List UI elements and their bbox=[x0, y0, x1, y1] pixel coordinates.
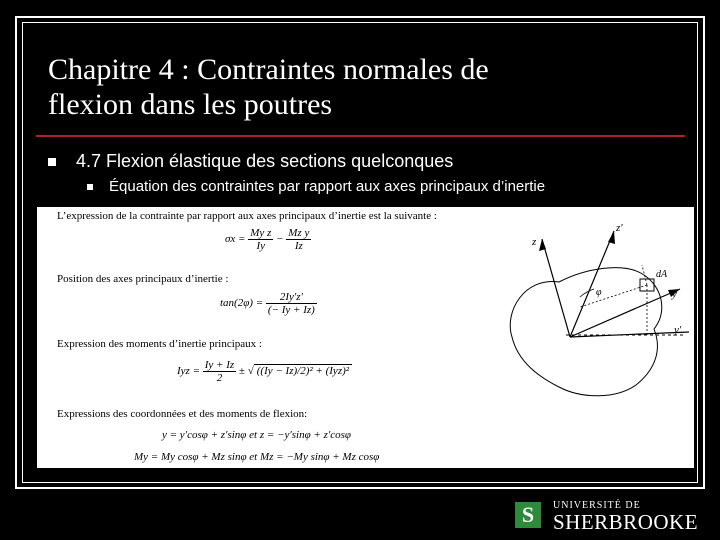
label-y: y bbox=[672, 288, 677, 300]
label-phi: φ bbox=[596, 287, 602, 298]
formula-panel bbox=[37, 207, 694, 468]
title-line-1: Chapitre 4 : Contraintes normales de bbox=[48, 53, 489, 86]
coords-heading: Expressions des coordonnées et des moments de flexion: bbox=[57, 408, 308, 420]
label-z: z bbox=[532, 236, 537, 248]
moments-heading: Expression des moments d’inertie principaux : bbox=[57, 338, 262, 350]
section-axes-diagram bbox=[504, 217, 689, 407]
axis-z bbox=[542, 239, 570, 337]
bullet-2-text: Équation des contraintes par rapport aux axes principaux d’inertie bbox=[109, 178, 546, 195]
logo-line-2: SHERBROOKE bbox=[553, 510, 699, 534]
inertia-lhs: Iyz = bbox=[177, 365, 200, 378]
title-line-2: flexion dans les poutres bbox=[48, 88, 333, 121]
axis-z-arrowhead bbox=[539, 239, 546, 251]
logo-mark-icon bbox=[515, 502, 541, 528]
axis-y-prime bbox=[570, 331, 689, 337]
equation-inertia bbox=[177, 359, 352, 384]
fraction-1-den: Iy bbox=[256, 240, 266, 252]
label-dA: dA bbox=[656, 269, 668, 280]
plus-minus-sign: ± bbox=[238, 365, 245, 378]
fraction-tan-den: (− Iy + Iz) bbox=[267, 304, 315, 316]
equation-coords: y = y′cosφ + z′sinφ et z = −y′sinφ + z′cosφ bbox=[162, 429, 352, 441]
title-divider bbox=[36, 135, 685, 137]
axis-z-prime-arrowhead bbox=[608, 231, 615, 244]
fraction-2-den: Iz bbox=[294, 240, 303, 252]
logo-mark-letter: S bbox=[521, 502, 535, 527]
tan-lhs: tan(2φ) = bbox=[220, 297, 264, 310]
bullet-square-icon bbox=[48, 158, 56, 166]
axes-heading: Position des axes principaux d’inertie : bbox=[57, 273, 229, 285]
bullet-1-text: 4.7 Flexion élastique des sections quelconques bbox=[76, 151, 454, 171]
slide-title bbox=[48, 52, 668, 122]
fraction-inertia-num: Iy + Iz bbox=[204, 359, 235, 371]
fraction-tan-num: 2Iy'z' bbox=[266, 291, 317, 304]
fraction-tan bbox=[266, 291, 317, 316]
label-y-prime: y′ bbox=[674, 324, 682, 336]
fraction-1 bbox=[248, 227, 273, 252]
sqrt-icon: √ bbox=[247, 365, 254, 378]
sigma-lhs: σx = bbox=[225, 233, 246, 246]
section-outline bbox=[510, 268, 661, 396]
fraction-inertia bbox=[203, 359, 236, 384]
fraction-2 bbox=[286, 227, 311, 252]
label-z-prime: z′ bbox=[616, 222, 623, 234]
equation-tan bbox=[220, 291, 317, 316]
minus-sign: − bbox=[276, 233, 284, 246]
fraction-inertia-den: 2 bbox=[216, 372, 223, 384]
equation-sigma bbox=[225, 227, 311, 252]
intro-text: L’expression de la contrainte par rapport aux axes principaux d’inertie est la suivante : bbox=[57, 210, 437, 222]
sqrt-content: ((Iy − Iz)/2)² + (Iyz)² bbox=[254, 364, 352, 377]
logo-line-1: UNIVERSITÉ DE bbox=[553, 500, 641, 511]
fraction-2-num: Mz y bbox=[288, 227, 310, 239]
equation-moments: My = My cosφ + Mz sinφ et Mz = −My sinφ + Mz cosφ bbox=[134, 451, 380, 463]
fraction-1-num: My z bbox=[250, 227, 272, 239]
bullet-square-icon bbox=[87, 184, 93, 190]
